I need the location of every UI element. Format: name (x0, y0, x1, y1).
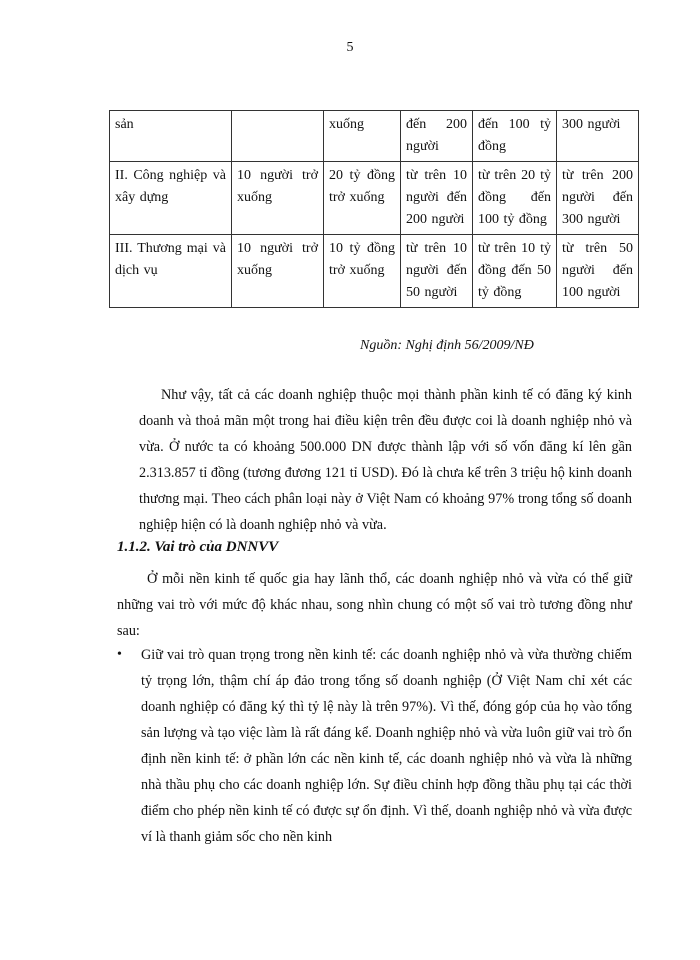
table-row (110, 235, 639, 308)
table-cell: 10 người trở xuống (232, 235, 324, 308)
table-cell: III. Thương mại và dịch vụ (110, 235, 232, 308)
table-cell: từ trên 50 người đến 100 người (557, 235, 639, 308)
section-heading: 1.1.2. Vai trò của DNNVV (117, 539, 279, 555)
table-cell: 20 tỷ đồng trở xuống (324, 162, 401, 235)
paragraph-roles-intro: Ở mỗi nền kinh tế quốc gia hay lãnh thổ, các doanh nghiệp nhỏ và vừa có thể giữ những vai trò với mức độ khác nhau, song nhìn chung có một số vai trò tương đồng như sau: (117, 571, 632, 639)
table-cell: sản (110, 111, 232, 162)
table-cell: đến 100 tỷ đồng (473, 111, 557, 162)
table-row (110, 111, 639, 162)
bullet-icon: • (117, 647, 122, 662)
page-number: 5 (346, 40, 354, 55)
paragraph-classification-summary: Như vậy, tất cả các doanh nghiệp thuộc mọi thành phần kinh tế có đăng ký kinh doanh và thoả mãn một trong hai điều kiện trên đều được coi là doanh nghiệp nhỏ và vừa. Ở nước ta có khoảng 500.000 DN được thành lập với số vốn đăng kí lên gần 2.313.857 tỉ đồng (tương đương 121 tỉ USD). Đó là chưa kể trên 3 triệu hộ kinh doanh thương mại. Theo cách phân loại này ở Việt Nam có khoảng 97% trong tổng số doanh nghiệp hiện có là doanh nghiệp nhỏ và vừa. (139, 387, 632, 533)
table-cell (232, 111, 324, 162)
table-cell: từ trên 10 tỷ đồng đến 50 tỷ đồng (473, 235, 557, 308)
table-cell: đến 200 người (401, 111, 473, 162)
table-row (110, 162, 639, 235)
table-cell: từ trên 20 tỷ đồng đến 100 tỷ đồng (473, 162, 557, 235)
table-cell: II. Công nghiệp và xây dựng (110, 162, 232, 235)
table-source-note: Nguồn: Nghị định 56/2009/NĐ (360, 338, 534, 353)
table-cell: xuống (324, 111, 401, 162)
table-cell: từ trên 10 người đến 50 người (401, 235, 473, 308)
table-cell: từ trên 200 người đến 300 người (557, 162, 639, 235)
table-cell: 10 tỷ đồng trở xuống (324, 235, 401, 308)
table-cell: từ trên 10 người đến 200 người (401, 162, 473, 235)
enterprise-size-table (109, 110, 639, 308)
table-cell: 300 người (557, 111, 639, 162)
table-cell: 10 người trở xuống (232, 162, 324, 235)
bullet-text: Giữ vai trò quan trọng trong nền kinh tế: các doanh nghiệp nhỏ và vừa thường chiếm tỷ trọng lớn, thậm chí áp đảo trong tổng số doanh nghiệp (Ở Việt Nam chỉ xét các doanh nghiệp có đăng ký thì tỷ lệ này là trên 97%). Vì thế, đóng góp của họ vào tổng sản lượng và tạo việc làm là rất đáng kể. Doanh nghiệp nhỏ và vừa luôn giữ vai trò ổn định nền kinh tế: ở phần lớn các nền kinh tế, các doanh nghiệp nhỏ và vừa là những nhà thầu phụ cho các doanh nghiệp lớn. Sự điều chỉnh hợp đồng thầu phụ tại các thời điểm cho phép nền kinh tế có được sự ổn định. Vì thế, doanh nghiệp nhỏ và vừa được ví là thanh giảm sốc cho nền kinh (141, 647, 632, 845)
